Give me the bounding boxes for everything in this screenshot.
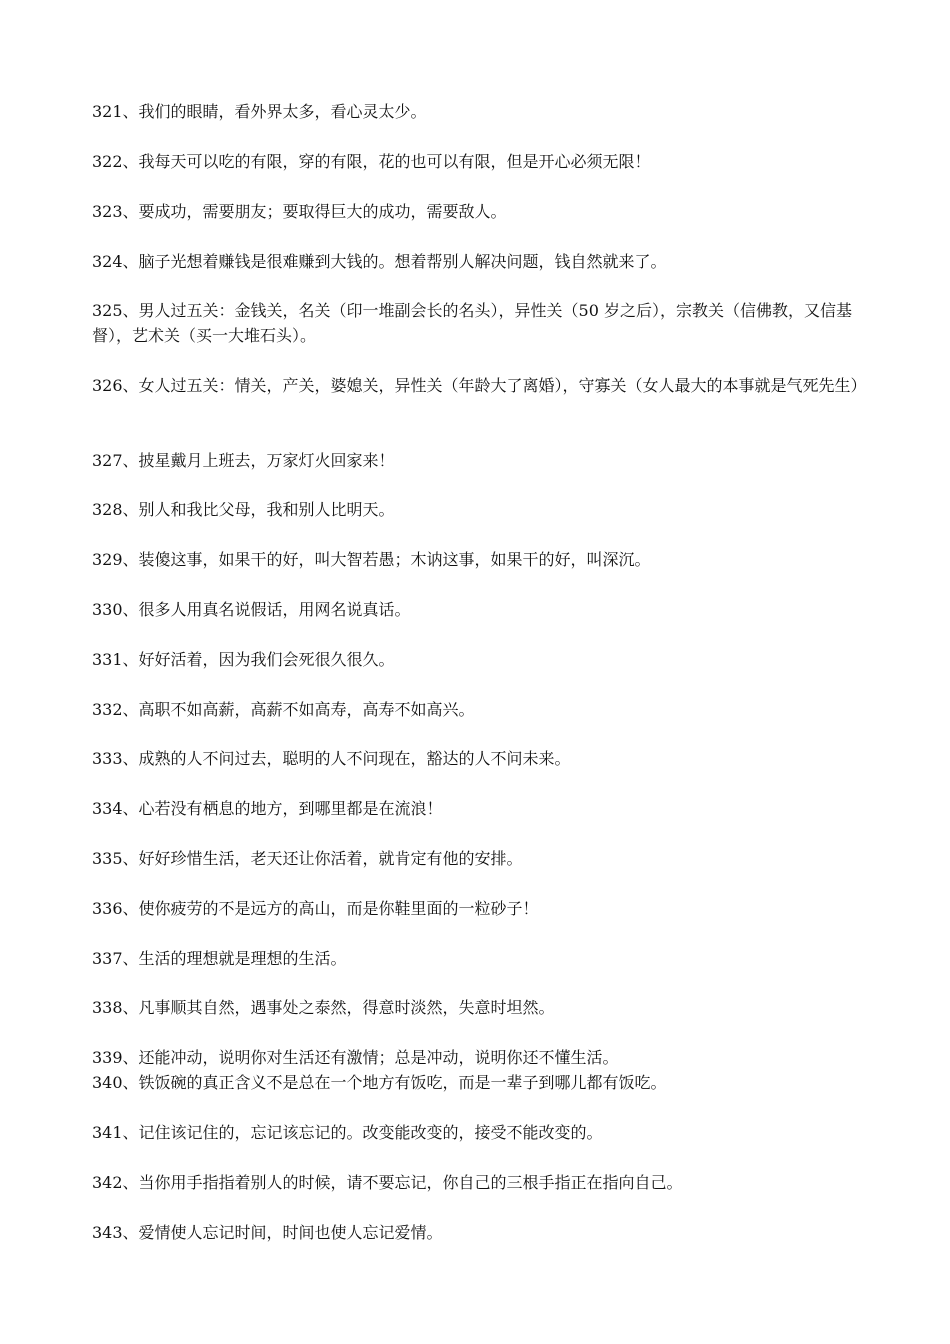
quote-341: 341、记住该记住的，忘记该忘记的。改变能改变的，接受不能改变的。 (92, 1123, 603, 1142)
quote-331: 331、好好活着，因为我们会死很久很久。 (92, 650, 395, 669)
quote-329: 329、装傻这事，如果干的好，叫大智若愚；木讷这事，如果干的好，叫深沉。 (92, 550, 651, 569)
quote-324: 324、脑子光想着赚钱是很难赚到大钱的。想着帮别人解决问题，钱自然就来了。 (92, 252, 667, 271)
quote-326: 326、女人过五关：情关，产关，婆媳关，异性关（年龄大了离婚），守寡关（女人最大的本事就是气死先生） (92, 376, 867, 395)
quote-342: 342、当你用手指指着别人的时候，请不要忘记，你自己的三根手指正在指向自己。 (92, 1173, 683, 1192)
quote-336: 336、使你疲劳的不是远方的高山，而是你鞋里面的一粒砂子！ (92, 899, 539, 918)
quote-333: 333、成熟的人不问过去，聪明的人不问现在，豁达的人不问未来。 (92, 749, 571, 768)
quote-339: 339、还能冲动，说明你对生活还有激情；总是冲动，说明你还不懂生活。 (92, 1048, 619, 1067)
quote-338: 338、凡事顺其自然，遇事处之泰然，得意时淡然，失意时坦然。 (92, 998, 555, 1017)
quote-334: 334、心若没有栖息的地方，到哪里都是在流浪！ (92, 799, 443, 818)
quote-323: 323、要成功，需要朋友；要取得巨大的成功，需要敌人。 (92, 202, 507, 221)
quote-335: 335、好好珍惜生活，老天还让你活着，就肯定有他的安排。 (92, 849, 523, 868)
quote-330: 330、很多人用真名说假话，用网名说真话。 (92, 600, 411, 619)
quote-325: 325、男人过五关：金钱关，名关（印一堆副会长的名头），异性关（50 岁之后），宗教关（信佛教，又信基督），艺术关（买一大堆石头）。 (92, 301, 852, 345)
quote-332: 332、高职不如高薪，高薪不如高寿，高寿不如高兴。 (92, 700, 475, 719)
quote-337: 337、生活的理想就是理想的生活。 (92, 949, 347, 968)
quote-321: 321、我们的眼睛，看外界太多，看心灵太少。 (92, 102, 427, 121)
quote-343: 343、爱情使人忘记时间，时间也使人忘记爱情。 (92, 1223, 443, 1242)
quote-340: 340、铁饭碗的真正含义不是总在一个地方有饭吃，而是一辈子到哪儿都有饭吃。 (92, 1073, 667, 1092)
quote-322: 322、我每天可以吃的有限，穿的有限，花的也可以有限，但是开心必须无限！ (92, 152, 651, 171)
quote-328: 328、别人和我比父母，我和别人比明天。 (92, 500, 395, 519)
quote-327: 327、披星戴月上班去，万家灯火回家来！ (92, 451, 395, 470)
